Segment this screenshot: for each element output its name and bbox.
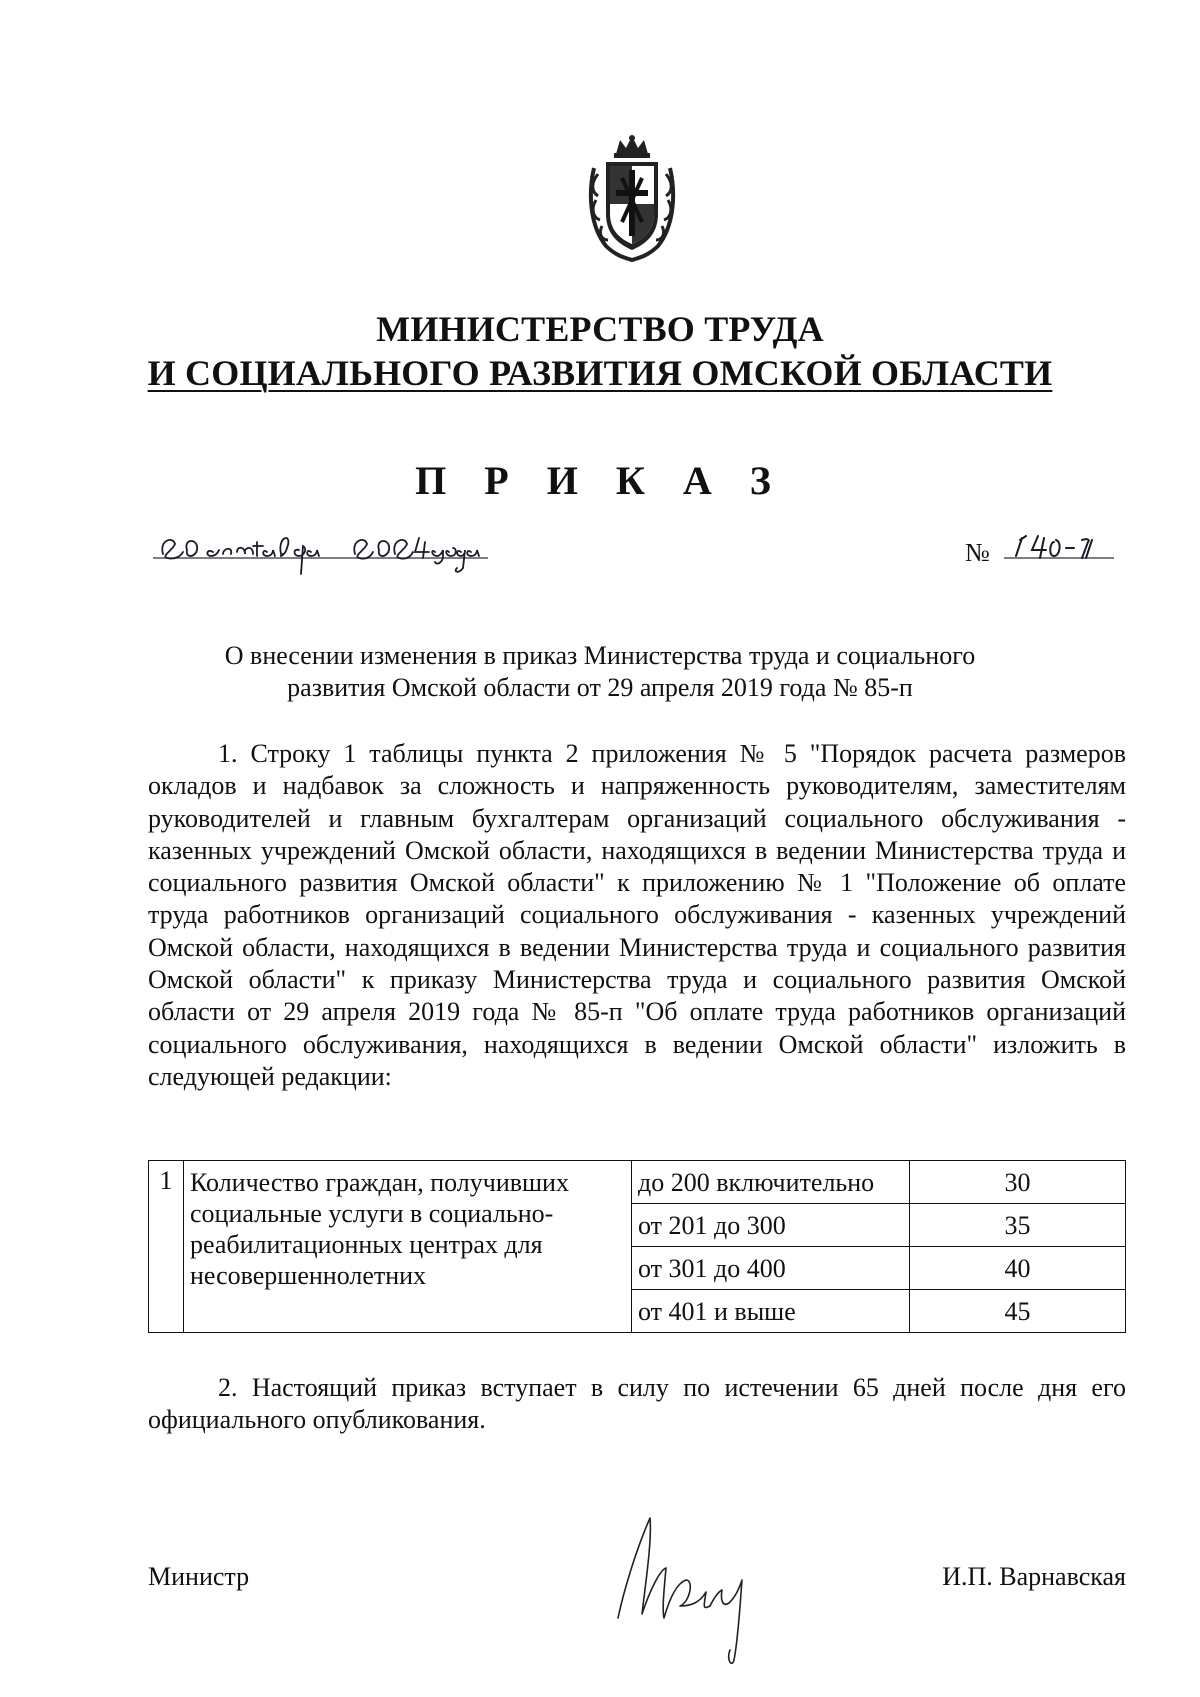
handwritten-order-number <box>1004 528 1114 572</box>
table-value-cell: 40 <box>910 1247 1126 1290</box>
amendment-table <box>148 1160 1126 1333</box>
paragraph-2 <box>148 1372 1126 1437</box>
organization-name-line-1: МИНИСТЕРСТВО ТРУДА <box>376 309 824 349</box>
order-number-label: № <box>965 538 990 567</box>
paragraph-1 <box>148 738 1126 1093</box>
paragraph-1-text: 1. Строку 1 таблицы пункта 2 приложения № 5 "Порядок расчета размеров окладов и надбавок за сложность и напряженность руководителям, заместителям руководителей и главным бухгалтерам организаций социального обслуживания - казенных учреждений Омской области, находящихся в ведении Министерства труда и социального развития Омской области" к приложению № 1 "Положение об оплате труда работников организаций социального обслуживания - казенных учреждений Омской области, находящихся в ведении Министерства труда и социального развития Омской области" к приказу Министерства труда и социального развития Омской области от 29 апреля 2019 года № 85-п "Об оплате труда работников организаций социального обслуживания, находящихся в ведении Омской области" изложить в следующей редакции: <box>148 739 1126 1091</box>
organization-name-line-2 <box>0 352 1200 394</box>
table-description-cell: Количество граждан, получивших социальные услуги в социально-реабилитационных центрах для несовершеннолетних <box>184 1161 632 1333</box>
handwritten-signature <box>606 1510 786 1670</box>
signer-name: И.П. Варнавская <box>942 1562 1126 1591</box>
table-row-number: 1 <box>149 1161 184 1333</box>
table-row <box>149 1161 1126 1204</box>
order-subject <box>120 640 1080 704</box>
signer-position: Министр <box>148 1562 250 1591</box>
organization-name-line-2-text: И СОЦИАЛЬНОГО РАЗВИТИЯ ОМСКОЙ ОБЛАСТИ <box>147 353 1053 393</box>
paragraph-2-text: 2. Настоящий приказ вступает в силу по истечении 65 дней после дня его официального опубликования. <box>148 1373 1126 1435</box>
subject-line-2: развития Омской области от 29 апреля 2019 года № 85-п <box>287 673 913 702</box>
table-range-cell: до 200 включительно <box>632 1161 910 1204</box>
table-value-cell: 35 <box>910 1204 1126 1247</box>
table-value-cell: 30 <box>910 1161 1126 1204</box>
table-range-cell: от 401 и выше <box>632 1290 910 1333</box>
table-value-cell: 45 <box>910 1290 1126 1333</box>
table-range-cell: от 201 до 300 <box>632 1204 910 1247</box>
coat-of-arms-icon <box>586 134 678 262</box>
document-type-title: П Р И К А З <box>415 458 785 503</box>
subject-line-1: О внесении изменения в приказ Министерства труда и социального <box>224 641 976 670</box>
handwritten-date <box>153 528 488 578</box>
table-range-cell: от 301 до 400 <box>632 1247 910 1290</box>
